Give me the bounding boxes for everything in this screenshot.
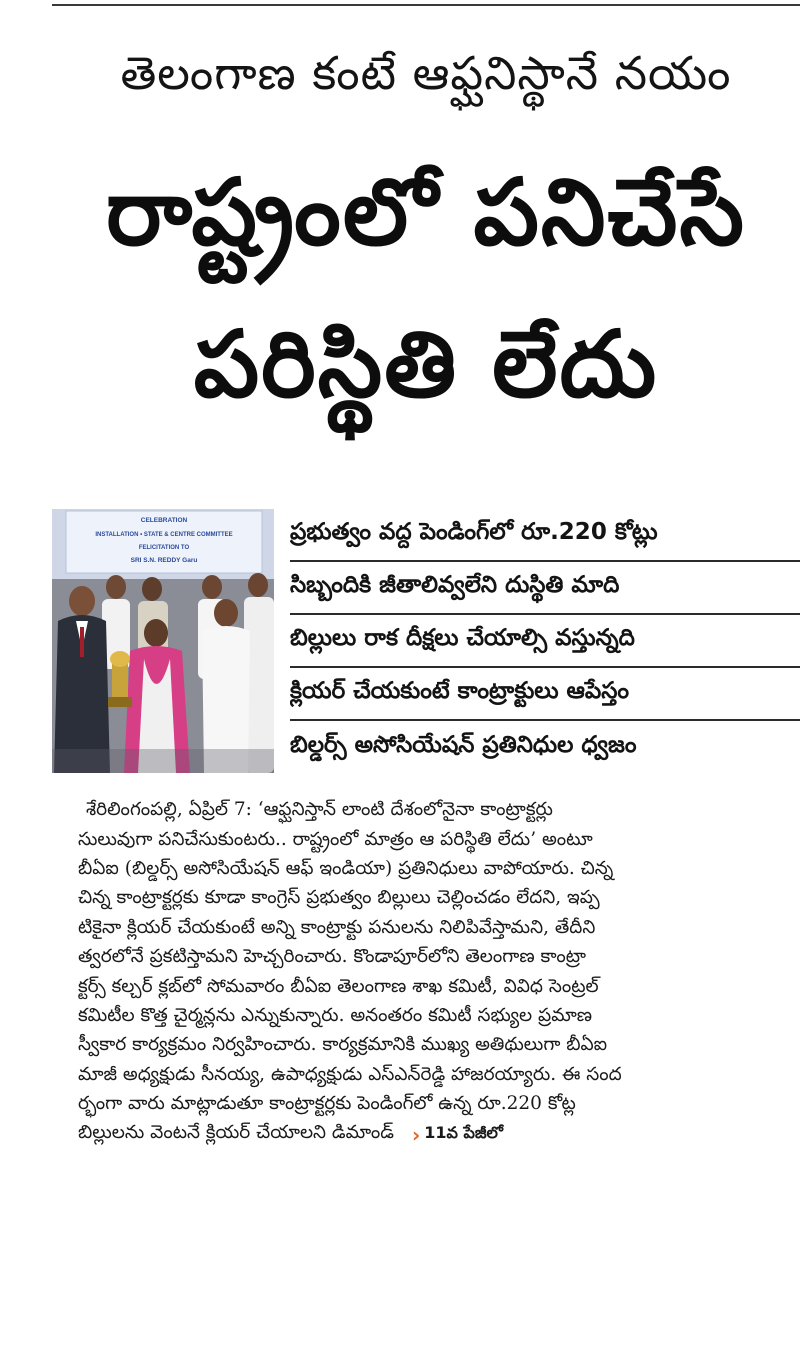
headline-line-2: పరిస్థితి లేదు (193, 311, 659, 418)
body-line: బీఏఐ (బిల్డర్స్ అసోసియేషన్ ఆఫ్ ఇండియా) ప్రతినిధులు వాపోయారు. చిన్న (78, 857, 614, 879)
event-photo (52, 509, 274, 773)
banner-line-2: INSTALLATION • STATE & CENTRE COMMITTEE (95, 532, 233, 538)
highlights-list (290, 509, 800, 774)
body-line: త్వరలోనే ప్రకటిస్తామని హెచ్చరించారు. కొండాపూర్‌లోని తెలంగాణ కాంట్రా (78, 946, 586, 968)
highlight-item: బిల్డర్స్ అసోసియేషన్ ప్రతినిధుల ధ్వజం (290, 731, 637, 758)
body-line: టికైనా క్లియర్ చేయకుంటే అన్ని కాంట్రాక్టు పనులను నిలిపివేస్తామని, తేదీని (78, 916, 596, 938)
body-line-text: బిల్లులను వెంటనే క్లియర్ చేయాలని డిమాండ్ (78, 1122, 394, 1144)
body-line: సులువుగా పనిచేసుకుంటరు.. రాష్ట్రంలో మాత్రం ఆ పరిస్థితి లేదు’ అంటూ (78, 828, 593, 850)
body-line: క్టర్స్ కల్చర్ క్లబ్‌లో సోమవారం బీఏఐ తెలంగాణ శాఖ కమిటీ, వివిధ సెంట్రల్ (78, 975, 599, 997)
article-body (78, 797, 796, 1150)
body-line: స్వీకార కార్యక్రమం నిర్వహించారు. కార్యక్రమానికి ముఖ్య అతిథులుగా బీఏఐ (78, 1034, 608, 1056)
banner-line-4: SRI S.N. REDDY Garu (130, 557, 198, 564)
banner-line-3: FELICITATION TO (138, 545, 190, 551)
body-line: ర్భంగా వారు మాట్లాడుతూ కాంట్రాక్టర్లకు పెండింగ్‌లో ఉన్న రూ.220 కోట్ల (78, 1093, 576, 1115)
body-line: మాజీ అధ్యక్షుడు సీనయ్య, ఉపాధ్యక్షుడు ఎస్ఎన్‌రెడ్డి హాజరయ్యారు. ఈ సంద (78, 1063, 622, 1085)
highlight-item: బిల్లులు రాక దీక్షలు చేయాల్సి వస్తున్నది (290, 615, 800, 668)
body-line-last (78, 1120, 796, 1149)
continued-link[interactable] (412, 1123, 503, 1147)
body-line: శేరిలింగంపల్లి, ఏప్రిల్ 7: ‘ఆఫ్ఘనిస్తాన్ లాంటి దేశంలోనైనా కాంట్రాక్టర్లు (86, 799, 553, 821)
kicker-headline: తెలంగాణ కంటే ఆఫ్ఘనిస్థానే నయం (120, 46, 732, 100)
top-rule (52, 4, 800, 6)
highlight-item: సిబ్బందికి జీతాలివ్వలేని దుస్థితి మాది (290, 562, 800, 615)
body-line: కమిటీల కొత్త చైర్మన్లను ఎన్నుకున్నారు. అనంతరం కమిటీ సభ్యుల ప్రమాణ (78, 1004, 593, 1026)
highlight-item: క్లియర్ చేయకుంటే కాంట్రాక్టులు ఆపేస్తం (290, 668, 800, 721)
body-line: చిన్న కాంట్రాక్టర్లకు కూడా కాంగ్రెస్ ప్రభుత్వం బిల్లులు చెల్లించడం లేదని, ఇప్ప (78, 887, 600, 909)
highlight-item: ప్రభుత్వం వద్ద పెండింగ్‌లో రూ.220 కోట్లు (290, 509, 800, 562)
headline-line-1: రాష్ట్రంలో పనిచేసే (105, 159, 747, 266)
chevron-right-icon: › (412, 1122, 421, 1147)
continued-label: 11వ పేజీలో (424, 1123, 503, 1143)
banner-line-1: CELEBRATION (140, 517, 188, 524)
